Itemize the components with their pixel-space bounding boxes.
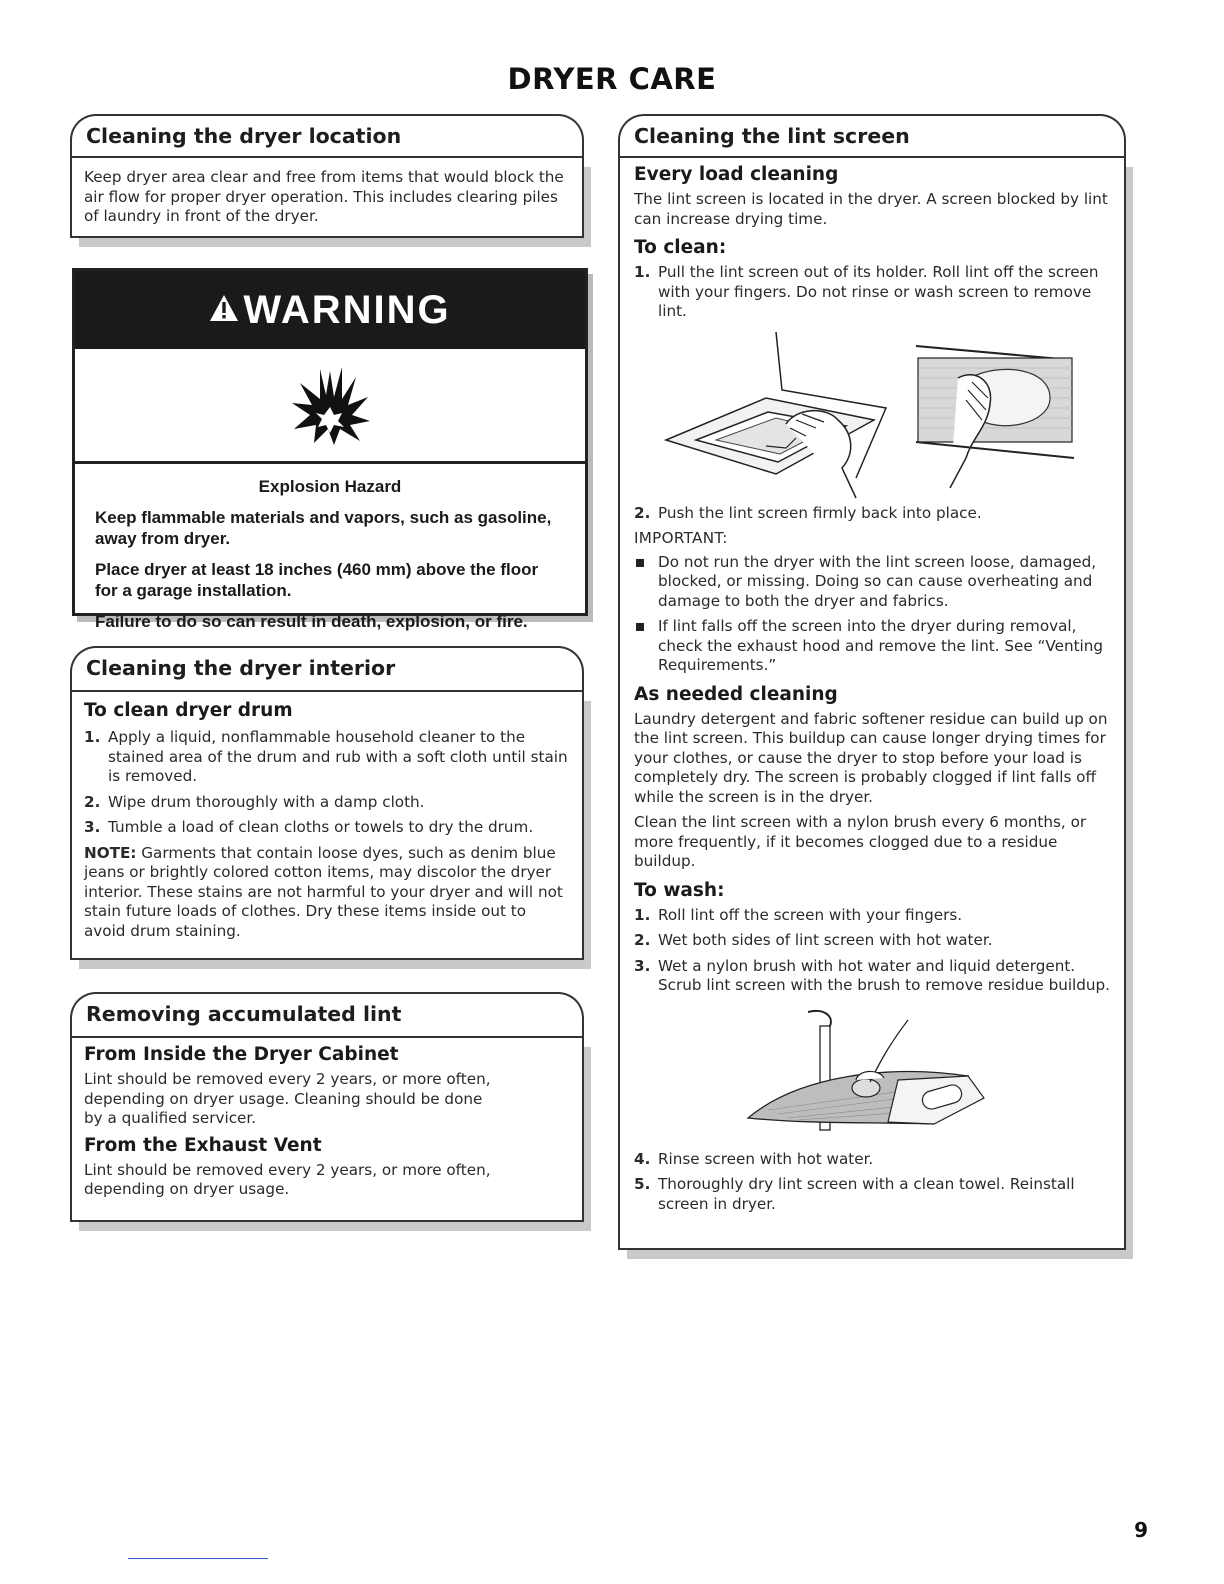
section-dryer-location xyxy=(72,116,586,236)
warning-line: Keep flammable materials and vapors, such as gasoline, away from dryer. xyxy=(95,508,552,548)
wash-screen-illustration xyxy=(738,1006,998,1146)
subheading: To clean dryer drum xyxy=(84,700,293,721)
section-heading: Cleaning the lint screen xyxy=(634,124,910,148)
roll-lint-illustration xyxy=(910,338,1080,498)
list-item: 3. Tumble a load of clean cloths or towels to dry the drum. xyxy=(84,818,534,836)
note xyxy=(84,844,568,942)
cabinet-text: Lint should be removed every 2 years, or more often, depending on dryer usage. Cleaning should be done by a qualified servicer. xyxy=(84,1070,491,1127)
list-item: 1. Apply a liquid, nonflammable household cleaner to the stained area of the drum and rub with a soft cloth until stain is removed. xyxy=(84,728,568,785)
explosion-icon xyxy=(75,349,585,464)
location-text: Keep dryer area clear and free from items that would block the air flow for proper dryer operation. This includes clearing piles of laundry in front of the dryer. xyxy=(84,168,564,225)
subheading: To wash: xyxy=(634,879,725,901)
subheading: From Inside the Dryer Cabinet xyxy=(84,1044,399,1065)
page-title: DRYER CARE xyxy=(507,62,717,96)
warning-line: Place dryer at least 18 inches (460 mm) above the floor for a garage installation. xyxy=(95,560,539,600)
page-number: 9 xyxy=(1134,1518,1148,1542)
list-item: 5. Thoroughly dry lint screen with a clean towel. Reinstall screen in dryer. xyxy=(634,1175,1075,1213)
vent-text: Lint should be removed every 2 years, or more often, depending on dryer usage. xyxy=(84,1160,491,1198)
warning-header xyxy=(75,271,585,349)
list-item: 2. Wet both sides of lint screen with hot water. xyxy=(634,931,993,949)
section-box xyxy=(70,156,584,238)
as-needed-text: Clean the lint screen with a nylon brush every 6 months, or more frequently, if it becomes clogged due to a residue buildup. xyxy=(634,813,1087,870)
section-lint-screen xyxy=(620,116,1128,1248)
as-needed-text: Laundry detergent and fabric softener residue can build up on the lint screen. This buildup can cause longer drying times for your clothes, or cause the dryer to stop before your load is completely dry. The screen is probably clogged if lint falls off while the screen is in the dryer. xyxy=(634,709,1108,806)
every-load-text: The lint screen is located in the dryer. A screen blocked by lint can increase drying time. xyxy=(634,190,1108,228)
subheading: Every load cleaning xyxy=(634,164,839,185)
subheading: To clean: xyxy=(634,237,727,258)
warning-body xyxy=(75,464,585,652)
section-heading: Cleaning the dryer location xyxy=(86,124,402,148)
section-box xyxy=(70,690,584,960)
section-accumulated-lint xyxy=(72,994,586,1220)
drum-steps xyxy=(84,728,568,838)
lint-screen-illustrations xyxy=(634,328,1110,504)
warning-label: WARNING xyxy=(243,287,451,332)
wash-steps xyxy=(634,906,1110,996)
note-label: NOTE: xyxy=(84,843,137,862)
subheading: As needed cleaning xyxy=(634,683,838,705)
section-tab xyxy=(70,646,584,690)
section-tab xyxy=(618,114,1126,156)
section-box xyxy=(618,156,1126,1250)
section-box xyxy=(70,1036,584,1222)
subheading: From the Exhaust Vent xyxy=(84,1134,322,1156)
warning-triangle-icon xyxy=(209,289,239,331)
section-dryer-interior xyxy=(72,648,586,958)
footer-rule xyxy=(128,1558,268,1559)
pull-screen-illustration xyxy=(656,328,896,504)
list-item: 4. Rinse screen with hot water. xyxy=(634,1149,874,1168)
warning-hazard: Explosion Hazard xyxy=(258,477,402,496)
section-heading: Cleaning the dryer interior xyxy=(86,656,396,680)
list-item: 2. Wipe drum thoroughly with a damp cloth. xyxy=(84,792,425,811)
important-label: IMPORTANT: xyxy=(634,529,728,547)
section-heading: Removing accumulated lint xyxy=(86,1002,402,1026)
warning-line: Failure to do so can result in death, explosion, or fire. xyxy=(95,612,528,631)
section-tab xyxy=(70,992,584,1036)
list-item: 1. Pull the lint screen out of its holder. Roll lint off the screen with your fingers. Do not rinse or wash screen to remove lint. xyxy=(634,263,1099,320)
list-item: 1. Roll lint off the screen with your fingers. xyxy=(634,905,963,924)
list-item: 3. Wet a nylon brush with hot water and liquid detergent. Scrub lint screen with the brush to remove residue buildup. xyxy=(634,956,1111,994)
note-text: Garments that contain loose dyes, such as denim blue jeans or brightly colored cotton items, may discolor the dryer interior. These stains are not harmful to your dryer and will not stain future loads of clothes. Dry these items inside out to avoid drum staining. xyxy=(84,843,563,940)
list-item: If lint falls off the screen into the dryer during removal, check the exhaust hood and remove the lint. See “Venting Requirements.” xyxy=(634,617,1110,676)
list-item: Do not run the dryer with the lint screen loose, damaged, blocked, or missing. Doing so can cause overheating and damage to both the dryer and fabrics. xyxy=(634,553,1110,612)
important-bullets xyxy=(634,553,1110,676)
wash-screen-illustration-wrap xyxy=(634,1002,1110,1150)
list-item: 2. Push the lint screen firmly back into place. xyxy=(634,503,982,522)
section-tab xyxy=(70,114,584,156)
warning-box xyxy=(72,268,588,631)
